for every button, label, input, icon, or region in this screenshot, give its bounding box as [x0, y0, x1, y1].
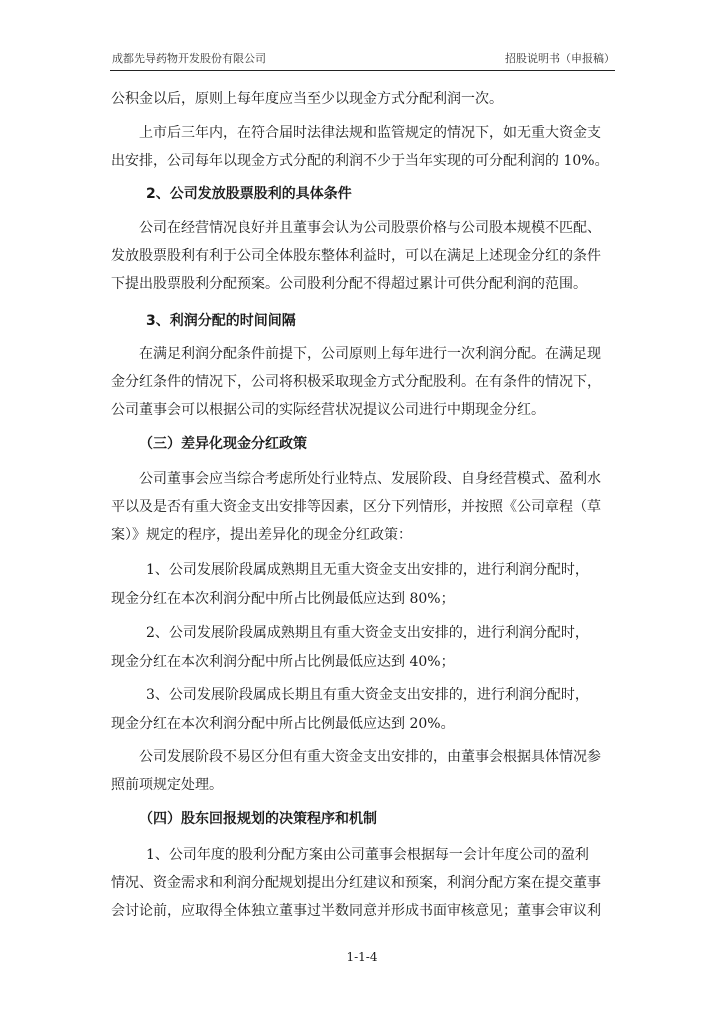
paragraph-line: 1、公司年度的股利分配方案由公司董事会根据每一会计年度公司的盈利: [146, 847, 589, 863]
list-item-continuation: 现金分红在本次利润分配中所占比例最低应达到 80%；: [111, 591, 455, 607]
list-item: 2、公司发展阶段属成熟期且有重大资金支出安排的，进行利润分配时，: [146, 625, 589, 641]
section-heading: 2、公司发放股票股利的具体条件: [146, 186, 352, 202]
list-item-continuation: 现金分红在本次利润分配中所占比例最低应达到 20%。: [111, 716, 455, 732]
header-divider: [110, 70, 615, 71]
section-heading: （四）股东回报规划的决策程序和机制: [139, 811, 377, 827]
paragraph-line: 上市后三年内，在符合届时法律法规和监管规定的情况下，如无重大资金支: [139, 125, 601, 141]
paragraph-line: 发放股票股利有利于公司全体股东整体利益时，可以在满足上述现金分红的条件: [111, 248, 601, 264]
paragraph-line: 公司发展阶段不易区分但有重大资金支出安排的，由董事会根据具体情况参: [139, 749, 601, 765]
paragraph-line: 公司在经营情况良好并且董事会认为公司股票价格与公司股本规模不匹配、: [139, 220, 601, 236]
list-item: 3、公司发展阶段属成长期且有重大资金支出安排的，进行利润分配时，: [146, 687, 589, 703]
paragraph-line: 案）》规定的程序，提出差异化的现金分红政策：: [111, 527, 412, 543]
page-header: [112, 48, 615, 68]
paragraph-line: 下提出股票股利分配预案。公司股利分配不得超过累计可供分配利润的范围。: [111, 276, 587, 292]
paragraph-line: 公司董事会应当综合考虑所处行业特点、发展阶段、自身经营模式、盈利水: [139, 471, 601, 487]
page-number: 1-1-4: [346, 950, 378, 964]
paragraph-line: 出安排，公司每年以现金方式分配的利润不少于当年实现的可分配利润的 10%。: [111, 153, 609, 169]
header-document-type: 招股说明书（申报稿）: [505, 52, 615, 65]
section-heading: （三）差异化现金分红政策: [139, 436, 307, 452]
paragraph-line: 情况、资金需求和利润分配规划提出分红建议和预案，利润分配方案在提交董事: [111, 875, 601, 891]
paragraph-line: 公司董事会可以根据公司的实际经营状况提议公司进行中期现金分红。: [111, 402, 545, 418]
paragraph-line: 照前项规定处理。: [111, 777, 223, 793]
paragraph-line: 会讨论前，应取得全体独立董事过半数同意并形成书面审核意见；董事会审议利: [111, 903, 601, 919]
paragraph-line: 平以及是否有重大资金支出安排等因素，区分下列情形，并按照《公司章程（草: [111, 499, 601, 515]
header-company-name: 成都先导药物开发股份有限公司: [112, 52, 266, 65]
list-item: 1、公司发展阶段属成熟期且无重大资金支出安排的，进行利润分配时，: [146, 562, 589, 578]
paragraph-line: 公积金以后，原则上每年度应当至少以现金方式分配利润一次。: [111, 91, 503, 107]
paragraph-line: 金分红条件的情况下，公司将积极采取现金方式分配股利。在有条件的情况下，: [111, 374, 601, 390]
paragraph-line: 在满足利润分配条件前提下，公司原则上每年进行一次利润分配。在满足现: [139, 346, 601, 362]
section-heading: 3、利润分配的时间间隔: [146, 313, 296, 329]
list-item-continuation: 现金分红在本次利润分配中所占比例最低应达到 40%；: [111, 654, 455, 670]
